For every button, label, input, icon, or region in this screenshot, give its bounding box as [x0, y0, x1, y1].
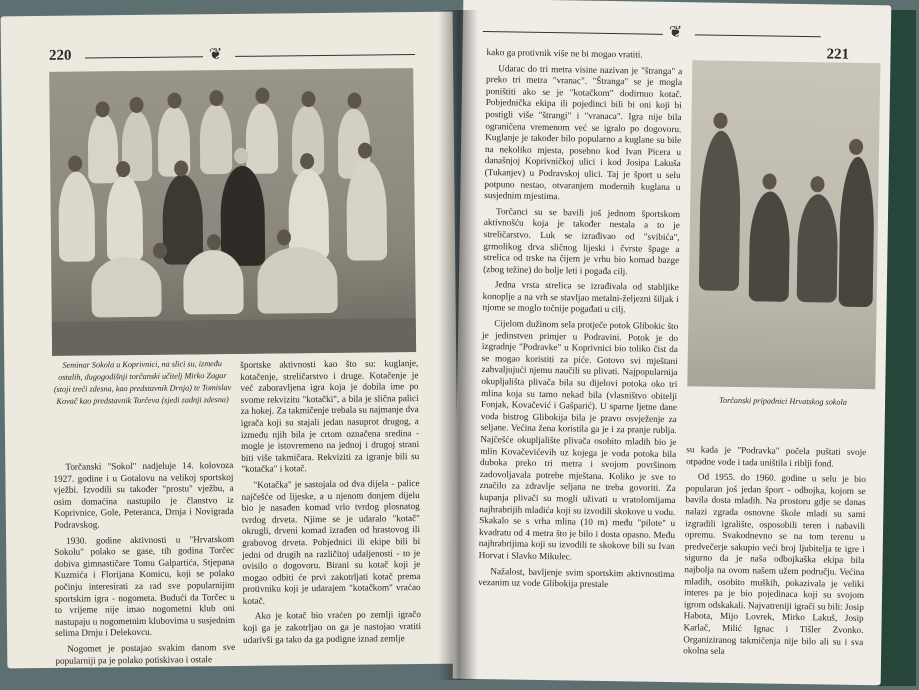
paragraph: Nažalost, bavljenje svim sportskim aktivnostima vezanim uz vode Glibokija prestale: [478, 565, 675, 590]
paragraph: Od 1955. do 1960. godine u selu je bio popularan još jedan šport - odbojka, kojom se bavila dosta mladih. Na prostoru gdje se danas nalazi zgrada osnovne škole mladi su sami izgradili igralište, osposobili teren i nabavili opremu. Svakodnevno se na tom terenu u predvečerje sakupio veći broj ljubitelja te igre i sigurno da je naša odbojkaška ekipa bila najbolja na ovom našem užem području. Većina mladih, osobito muških, pokazivala je veliki interes pa je bio pojedinaca koji su svojom igrom odskakali. Najvatreniji igrači su bili: Josip Habota, Mijo Lovrek, Mirko Lakuš, Josip Karlač, Milić Ignac i Tišler Zvonko. Organiziranog takmičenja nije bilo ali su i sva okolna sela: [683, 471, 866, 656]
paragraph: Nogomet je postajao svakim danom sve popularniji pa je polako potiskivao i ostale: [55, 641, 236, 666]
text-column-right: [683, 444, 866, 663]
paragraph: Torčanski "Sokol" nadjeluje 14. kolovoza 1927. godine i u Gotalovu na velikoj sportskoj vježbi. Izvodili su također "prostu" vježbu, a osim domaćina nastupilo je članstvo iz Koprivnice, Gole, Peteranca, Drnja i Novigrada Podravskog.: [53, 459, 234, 530]
header-rule: [695, 34, 821, 37]
page-number: 220: [48, 47, 72, 64]
right-page: [453, 0, 892, 685]
paragraph: športske aktivnosti kao što su: kuglanje, kotačenje, streličarstvo i druge. Kotačenje je već zaboravljena igra koja je dobila ime po svome rekvizitu "kotački", a bila je slična palici za hokej. Za takmičenje trebala su najmanje dva igrača koji su stajali jedan nasuprot drugog, a između njih bila je crtom označena sredina - mogle je istovremeno na jednoj i drugoj strani biti više takmičara. Rekviziti za igranje bili su "kotačka" i kotač.: [240, 358, 420, 475]
sokol-photo: [687, 60, 880, 389]
photo-caption: Seminar Sokola u Koprivnici, na slici su, između ostalih, dugogodišnji torčanski učitelj Mirko Zagar (stoji treći zdesna, kao predstavnik Drnja) te Tomislav Kovač kao predstavnik Torčeva (sjedi zadnji zdesna): [53, 359, 232, 406]
photo-caption: Torčanski pripadnici Hrvatskog sokola: [719, 395, 848, 407]
paragraph: su kada je "Podravka" počela puštati svoje otpadne vode i tada uništila i riblji fond.: [686, 444, 867, 469]
paragraph: Ako je kotač bio vraćen po zemlji igračo koji ga je zakotrljao on ga je nastojao vratiti udarivši ga tako da ga podigne iznad zemlje: [242, 609, 422, 645]
text-column-right: [240, 358, 421, 650]
paragraph: kako ga protivnik više ne bi mogao vratiti.: [486, 47, 643, 60]
text-column-left: [478, 47, 683, 596]
paragraph: Cijelom dužinom sela protječe potok Glibokic što je jedinstven primjer u Podravini. Potok je do izgradnje "Podravke" u Koprivnici bio toliko čist da se mogao koristiti za piće. Gotovo svi mještani zahvaljujući njemu naučili su plivati. Najpopularnija okupljališta plivača bila su dijelovi potoka oko tri mlina koja su tamo nekad bila (vlasništvo obitelji Fonjak, Kovačević i Gašparić). U sparne ljetne dane voda bistrog Glibokija bila je pravo osvježenje za seljane. Većina žena koristila ga je i za pranje rublja. Najčešće okupljalište plivača osobito mladih bio je mlin Kovačevićevih uz kojega je voda potoka bila duboka preko tri metra i svojom površinom zadovoljavala potrebe mještana. Koliko je sve to značilo za zdravlje seljana ne treba govoriti. Za kupanja plivači su mogli uživati u vratolomijama najhrabrijih mladića koji su izvodili skokove u vodu. Skakalo se s vrha mlina (10 m) među "pilote" u kvadratu od 4 metra što je bilo i dosta opasno. Među najhrabrijima koji su izvodili te skokove bili su Ivan Horvat i Slavko Mikulec.: [478, 318, 679, 562]
header-rule: [483, 31, 663, 35]
paragraph: Torčanci su se bavili još jednom športskom aktivnošću koja je također nestala a to je streličarstvo. Luk se izrađivao od "svibića", grmolikog drva sličnog lijeski i čvrste špage a strelica od trske na čijem je vrhu bio komad bazge (zbog težine) do bolje leti i pogađa cilj.: [483, 205, 681, 276]
paragraph: "Kotačka" je sastojala od dva dijela - palice najčešće od lijeske, a u njenom donjem dijelu bio je nasađen komad vrlo tvrdog plosnatog tvrdog drveta. Njime se je udaralo "kotač" okrugli, drveni komad izrađen od hrastovog ili grabovog drveta. Pobjednici ili ekipe bili bi jedni od drugih na različitoj udaljenosti - to je ovisilo o dogovoru. Birani su kotač koji je mogao odbiti će prvi zakotrljati kotač prema protivniku koji je udarajem "kotačkom" vraćao kotač.: [241, 477, 421, 606]
group-photo: [49, 68, 416, 356]
text-column-left: [53, 460, 235, 668]
book-gutter-shadow: [438, 10, 478, 680]
ornament-icon: ❦: [668, 23, 683, 42]
paragraph: Udarac do tri metra visine nazivan je "štranga" a preko tri metra "vranac". "Štranga" se je mogla poništiti ako se je "kotačkom" dodirnuo kotač. Pobjednička ekipa ili pojedinci bili bi oni koji bi postigli više "štrangi" i "vranaca". Igra nije bila ograničena vremenom već se igralo po dogovoru. Kuglanje je također bilo popularno a kuglane su bile na nekoliko mjesta, posebno kod Ivan Picera u današnjoj Koprivničkoj ulici i kod Josipa Lakuša (Tukanjev) u Podravskoj ulici. Taj je šport u selu potpuno nestao, otvaranjem modernih kuglana u susjednim mjestima.: [484, 62, 683, 202]
paragraph: Jedna vrsta strelica se izrađivala od stabljike konoplje a na vrh se stavljao metalni-željezni šiljak i njome se moglo točnije pogađati u cilj.: [482, 279, 679, 315]
header-rule: [235, 54, 415, 57]
paragraph: 1930. godine aktivnosti u "Hrvatskom Sokolu" polako se gase, tih godina Torčec dobiva gimnastičare Tomu Galpartića, Stjepana Kuzmića i Florijana Komicu, koji se polako počinju interesirati za rad sve popularnijim sportskim igra - nogometa. Budući da Torčec u to vrijeme nije imao nogometni klub oni nastupaju u nogometnim klubovima u susjednim selima Drnju i Delekovcu.: [54, 533, 235, 639]
page-number: 221: [826, 46, 850, 63]
ornament-icon: ❦: [208, 46, 223, 64]
left-page: [1, 12, 460, 669]
header-rule: [85, 56, 203, 58]
